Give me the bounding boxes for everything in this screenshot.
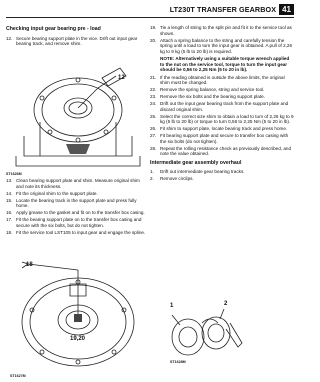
step-text: Apply grease to the gasket and fit on to the transfer box casing. <box>16 210 145 215</box>
service-tool-illustration <box>8 260 144 378</box>
step-item <box>150 101 294 112</box>
step-item <box>150 126 294 132</box>
step-item <box>6 178 146 189</box>
step-text: Fit the bearing support plate on to the transfer box casing and secure with the six bolts, but do not tighten. <box>16 217 142 228</box>
step-text: Drift out the input gear bearing track from the support plate and discard original shim. <box>160 101 289 112</box>
step-item <box>6 191 146 197</box>
step-text: Select the correct size shim to obtain a load to turn of 2,26 kg to 9 kg (5 lb to 20 lb) or torque to turn 0,56 to 2,25 Nm (5 to 20 in lb). <box>160 113 294 124</box>
step-text: Locate the bearing track in the support plate and press fully home. <box>16 197 137 208</box>
step-item <box>6 217 146 228</box>
figure-code: ST1626M <box>6 172 22 176</box>
intermediate-gear-illustration <box>158 303 248 361</box>
step-item <box>150 25 294 36</box>
left-column <box>6 27 146 48</box>
step-item <box>6 210 146 216</box>
section-heading-preload: Checking input gear bearing pre - load <box>6 26 101 32</box>
step-number: 18. <box>6 229 13 235</box>
step-text: Secure bearing support plate in the vice. Drift out input gear bearing track, and remove shim. <box>16 35 138 46</box>
figure-callout: 12 <box>118 75 125 81</box>
step-number: 26. <box>150 126 157 131</box>
step-text: Drift out intermediate gear bearing tracks. <box>160 169 245 174</box>
step-item <box>150 169 294 175</box>
section-number-badge: 41 <box>279 4 294 15</box>
section-heading-intermediate: Intermediate gear assembly overhaul <box>150 159 242 166</box>
figure-code: ST1628M <box>170 360 186 364</box>
step-number: 27. <box>150 133 157 138</box>
step-number: 12. <box>6 35 13 41</box>
figure-callout: 19,20 <box>70 336 86 342</box>
step-item <box>150 38 294 55</box>
step-number: 17. <box>6 217 13 222</box>
step-text: Fit shim to support plate, locate bearing track and press home. <box>160 126 288 131</box>
step-item <box>150 114 294 125</box>
step-number: 25. <box>150 113 157 119</box>
left-steps-bottom <box>6 178 146 237</box>
page-header <box>170 4 294 15</box>
step-item <box>6 230 146 236</box>
step-number: 24. <box>150 101 157 106</box>
step-item <box>6 36 146 47</box>
step-number: 22. <box>150 87 157 92</box>
step-text: Tie a length of string to the split pin and fit it to the service tool as shown. <box>160 25 292 36</box>
step-text: Remove the spring balance, string and service tool. <box>160 87 265 92</box>
step-text: Fit the service tool LST105 to input gear and engage the spline. <box>16 229 146 235</box>
figure-callout: 18 <box>26 262 33 268</box>
step-number: 16. <box>6 210 13 215</box>
step-item <box>150 176 294 182</box>
step-item <box>150 146 294 157</box>
step-number: 13. <box>6 178 13 183</box>
figure-callout: 2 <box>224 301 228 307</box>
step-number: 28. <box>150 145 157 151</box>
figure-code: ST1627M <box>10 374 26 378</box>
step-number: 1. <box>150 169 154 174</box>
step-text: If the reading obtained is outside the above limits, the original shim must be changed. <box>160 74 285 85</box>
header-rule <box>6 17 294 18</box>
step-number: 14. <box>6 190 13 196</box>
step-item <box>150 75 294 86</box>
figure-callout: 1 <box>170 303 174 309</box>
step-text: Fit bearing support plate and secure to transfer box casing with the six bolts (do not tighten). <box>160 133 289 144</box>
torque-note: NOTE: Alternatively using a suitable torque wrench applied to the nut on the service tool, torque to turn the input gear should be 0,56 to 2,25 Nm (5 to 20 in lb). <box>160 56 290 72</box>
step-item <box>150 133 294 144</box>
step-text: Remove the six bolts and the bearing support plate. <box>160 94 265 99</box>
step-item <box>150 94 294 100</box>
step-number: 21. <box>150 74 157 80</box>
step-number: 2. <box>150 176 154 181</box>
step-number: 23. <box>150 94 157 99</box>
page-title: LT230T TRANSFER GEARBOX <box>169 5 277 14</box>
step-text: Remove circlips. <box>160 176 194 181</box>
step-number: 19. <box>150 25 157 30</box>
step-item <box>150 87 294 93</box>
right-column <box>150 25 294 183</box>
step-text: Repeat the rolling resistance check as previously described, and note the value obtained. <box>160 145 291 156</box>
step-number: 15. <box>6 197 13 203</box>
step-number: 20. <box>150 37 157 43</box>
step-text: Attach a spring balance to the string and carefully tension the spring until a load to turn the input gear is obtained. A pull of 2,26 kg to 9 kg (5 lb to 20 lb) is required. <box>160 37 293 54</box>
step-text: Clean bearing support plate and shim. Measure original shim and note its thickness. <box>16 178 140 189</box>
step-text: Fit the original shim to the support plate. <box>16 190 98 196</box>
step-item <box>6 198 146 209</box>
